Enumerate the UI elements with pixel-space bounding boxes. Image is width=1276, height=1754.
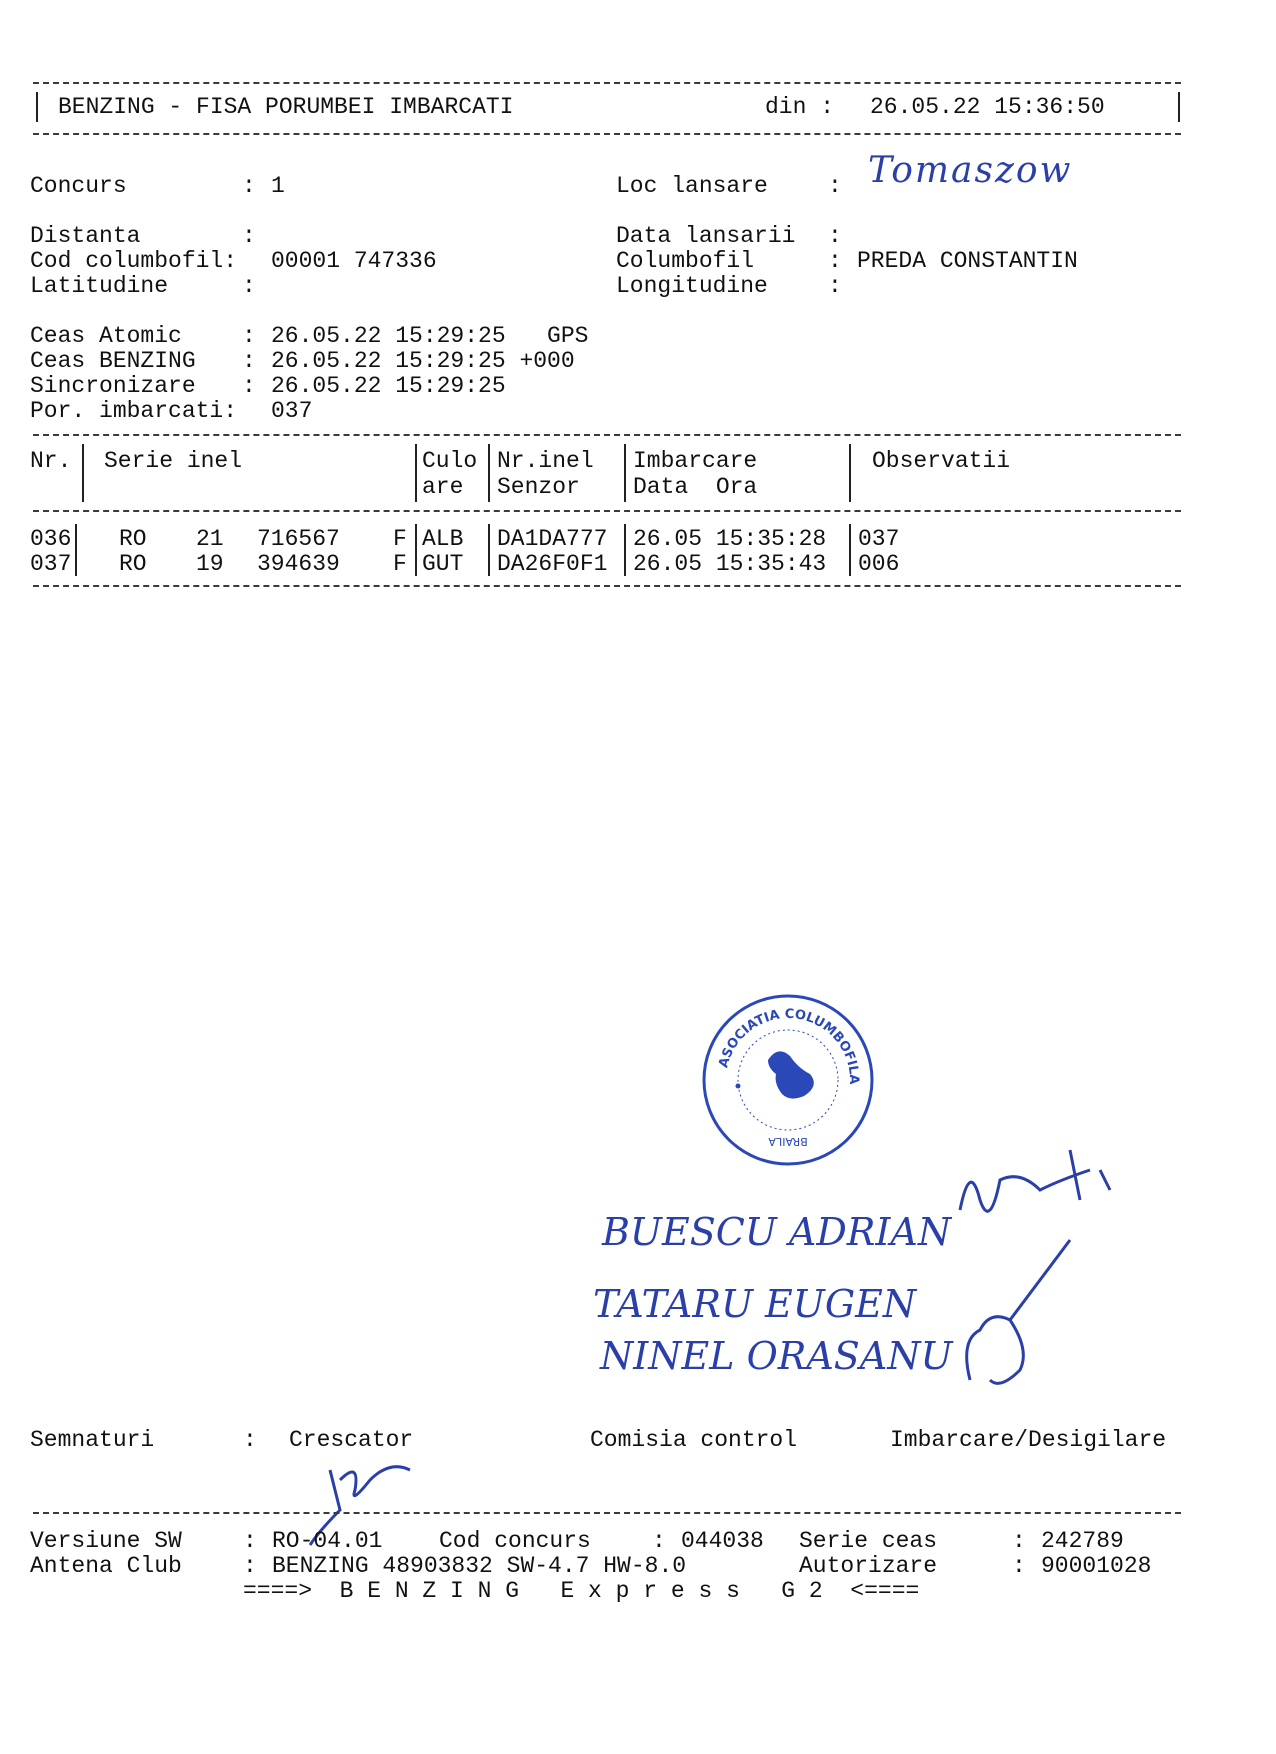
comisia-label: Comisia control (590, 1427, 798, 1453)
row-obs: 006 (858, 551, 900, 577)
columbofil-label: Columbofil (616, 248, 755, 274)
row-datetime: 26.05 15:35:43 (633, 551, 827, 577)
latitudine-colon: : (242, 273, 256, 299)
document-title: BENZING - FISA PORUMBEI IMBARCATI (58, 94, 514, 120)
row-sep-imbarcare (849, 524, 851, 576)
versiune-colon: : (243, 1528, 257, 1554)
row-datetime: 26.05 15:35:28 (633, 526, 827, 552)
ceas-atomic-label: Ceas Atomic (30, 323, 182, 349)
row-sex: F (393, 526, 407, 552)
ceas-benzing-colon: : (242, 348, 256, 374)
col-sep-nrinel (624, 444, 626, 502)
semnaturi-colon: : (243, 1427, 257, 1453)
row-nr: 036 (30, 526, 72, 552)
header-nr: Nr. (30, 448, 72, 474)
row-color: GUT (422, 551, 464, 577)
semnaturi-label: Semnaturi (30, 1427, 155, 1453)
sincronizare-label: Sincronizare (30, 373, 196, 399)
concurs-label: Concurs (30, 173, 127, 199)
header-observatii: Observatii (872, 448, 1011, 474)
handwritten-name-2: TATARU EUGEN (593, 1282, 917, 1326)
serie-ceas-value: 242789 (1041, 1528, 1124, 1554)
longitudine-label: Longitudine (616, 273, 768, 299)
versiune-value: RO-04.01 (272, 1528, 383, 1554)
header-right-bar (1178, 92, 1180, 122)
header-serie-inel: Serie inel (104, 448, 243, 474)
col-sep-culoare (488, 444, 490, 502)
header-nrinel-2: Senzor (497, 474, 580, 500)
table-header-rule (33, 510, 1181, 512)
col-sep-serie (415, 444, 417, 502)
por-imbarcati-label: Por. imbarcati: (30, 398, 238, 424)
cod-columbofil-value: 00001 747336 (271, 248, 437, 274)
row-ring: 394639 (257, 551, 340, 577)
crescator-label: Crescator (289, 1427, 414, 1453)
row-year: 19 (196, 551, 224, 577)
cod-columbofil-label: Cod columbofil: (30, 248, 238, 274)
din-value: 26.05.22 15:36:50 (870, 94, 1105, 120)
columbofil-colon: : (828, 248, 842, 274)
row-ring: 716567 (257, 526, 340, 552)
header-top-rule (33, 82, 1181, 84)
svg-text:ASOCIATIA COLUMBOFILA: ASOCIATIA COLUMBOFILA (716, 1006, 862, 1085)
longitudine-colon: : (828, 273, 842, 299)
cod-concurs-colon: : (652, 1528, 666, 1554)
antena-label: Antena Club (30, 1553, 182, 1579)
handwritten-name-1: BUESCU ADRIAN (602, 1210, 952, 1254)
header-imbarcare-2: Data Ora (633, 474, 758, 500)
versiune-label: Versiune SW (30, 1528, 182, 1554)
distanta-label: Distanta (30, 223, 141, 249)
header-culoare-1: Culo (422, 448, 478, 474)
header-culoare-2: are (422, 474, 464, 500)
col-sep-imbarcare (849, 444, 851, 502)
svg-text:BRAILA: BRAILA (768, 1135, 808, 1148)
ceas-benzing-value: 26.05.22 15:29:25 +000 (271, 348, 575, 374)
row-obs: 037 (858, 526, 900, 552)
columbofil-value: PREDA CONSTANTIN (857, 248, 1078, 274)
footer-rule (33, 1512, 1181, 1514)
ceas-atomic-colon: : (242, 323, 256, 349)
row-sex: F (393, 551, 407, 577)
din-label: din : (765, 94, 835, 120)
row-year: 21 (196, 526, 224, 552)
concurs-colon: : (242, 173, 256, 199)
handwritten-name-3: NINEL ORASANU (600, 1334, 953, 1378)
pigeon-icon (768, 1051, 814, 1098)
sincronizare-value: 26.05.22 15:29:25 (271, 373, 506, 399)
row-sep-nrinel (624, 524, 626, 576)
autorizare-label: Autorizare (799, 1553, 938, 1579)
por-imbarcati-value: 037 (271, 398, 313, 424)
signature-scribbles (950, 1140, 1170, 1410)
loc-lansare-label: Loc lansare (616, 173, 768, 199)
serie-ceas-colon: : (1012, 1528, 1026, 1554)
header-bottom-rule (33, 133, 1181, 135)
antena-colon: : (243, 1553, 257, 1579)
row-sensor: DA1DA777 (497, 526, 608, 552)
association-stamp (698, 990, 878, 1170)
data-lansarii-colon: : (828, 223, 842, 249)
header-nrinel-1: Nr.inel (497, 448, 594, 474)
row-country: RO (119, 526, 147, 552)
latitudine-label: Latitudine (30, 273, 169, 299)
header-imbarcare-1: Imbarcare (633, 448, 758, 474)
concurs-value: 1 (271, 173, 285, 199)
cod-concurs-value: 044038 (681, 1528, 764, 1554)
row-sep-serie (415, 524, 417, 576)
autorizare-value: 90001028 (1041, 1553, 1152, 1579)
table-bottom-rule (33, 585, 1181, 587)
row-sep-nr (75, 524, 77, 576)
serie-ceas-label: Serie ceas (799, 1528, 938, 1554)
header-left-bar (36, 92, 38, 122)
table-top-rule (33, 434, 1181, 436)
ceas-benzing-label: Ceas BENZING (30, 348, 196, 374)
data-lansarii-label: Data lansarii (616, 223, 796, 249)
benzing-banner: ====> B E N Z I N G E x p r e s s G 2 <==== (243, 1578, 920, 1604)
ceas-atomic-value: 26.05.22 15:29:25 GPS (271, 323, 589, 349)
row-sep-culoare (488, 524, 490, 576)
imbarcare-desigilare-label: Imbarcare/Desigilare (890, 1427, 1167, 1453)
loc-lansare-colon: : (828, 173, 842, 199)
row-color: ALB (422, 526, 464, 552)
loc-lansare-handwritten: Tomaszow (868, 150, 1073, 191)
antena-value: BENZING 48903832 SW-4.7 HW-8.0 (272, 1553, 687, 1579)
row-nr: 037 (30, 551, 72, 577)
distanta-colon: : (242, 223, 256, 249)
row-country: RO (119, 551, 147, 577)
autorizare-colon: : (1012, 1553, 1026, 1579)
sincronizare-colon: : (242, 373, 256, 399)
row-sensor: DA26F0F1 (497, 551, 608, 577)
cod-concurs-label: Cod concurs (439, 1528, 591, 1554)
col-sep-nr (82, 444, 84, 502)
